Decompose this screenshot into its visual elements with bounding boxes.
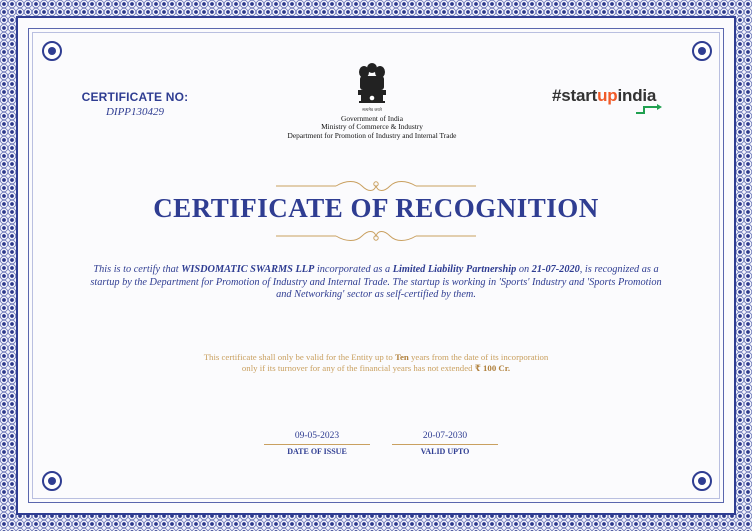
corner-ornament-icon: [42, 471, 62, 491]
date-of-issue-label: DATE OF ISSUE: [287, 447, 347, 456]
emblem-icon: [350, 60, 394, 114]
statement-text-3: on: [516, 264, 532, 275]
startup-arrow-icon: [634, 103, 664, 115]
govt-line-2: Ministry of Commerce & Industry: [321, 122, 423, 132]
brand-hash: #: [552, 86, 562, 105]
brand-india: india: [617, 86, 657, 105]
statement-text-1: This is to certify that: [93, 264, 182, 275]
brand-up: up: [597, 86, 618, 105]
date-of-issue-value: 09-05-2023: [294, 431, 340, 441]
corner-ornament-icon: [42, 41, 62, 61]
validity-years: Ten: [394, 352, 409, 362]
emblem-motto: सत्यमेव जयते: [362, 107, 382, 112]
valid-upto-value: 20-07-2030: [422, 431, 468, 441]
date-divider: [392, 444, 498, 445]
govt-line-1: Government of India: [341, 114, 403, 123]
certificate-title: CERTIFICATE OF RECOGNITION: [153, 193, 599, 223]
flourish-ornament-icon: [276, 179, 476, 193]
valid-upto-label: VALID UPTO: [420, 447, 470, 456]
statement-text-2: incorporated as a: [314, 264, 393, 275]
certificate-number-label: CERTIFICATE NO:: [81, 90, 189, 104]
certification-statement: [90, 264, 662, 302]
corner-ornament-icon: [692, 41, 712, 61]
corner-ornament-icon: [692, 471, 712, 491]
flourish-ornament-icon: [276, 229, 476, 243]
govt-line-3: Department for Promotion of Industry and Internal Trade: [287, 130, 457, 140]
issuing-authority: [250, 115, 494, 140]
validity-text-2: years from the date of its incorporation: [408, 352, 549, 362]
date-divider: [264, 444, 370, 445]
statement-text-4: , is recognized as a startup by the Department for Promotion of Industry and Internal Trade. The startup is working in 'Sports' Industry and 'Sports Promotion and Networking' sector as self-certified by them.: [90, 264, 662, 301]
brand-start: start: [561, 86, 598, 105]
validity-note: [150, 352, 602, 375]
valid-upto-block: [392, 431, 498, 456]
company-name: WISDOMATIC SWARMS LLP: [181, 264, 315, 275]
validity-text-3: only if its turnover for any of the financial years has not extended: [241, 363, 475, 374]
date-of-issue-block: [264, 431, 370, 456]
certificate-number-block: [60, 90, 210, 118]
validity-text-1: This certificate shall only be valid for the Entity up to: [203, 352, 395, 362]
turnover-limit: ₹ 100 Cr.: [474, 363, 511, 374]
certificate-number-value: DIPP130429: [105, 106, 165, 118]
incorporation-date: 21-07-2020: [531, 264, 580, 275]
entity-type: Limited Liability Partnership: [392, 264, 517, 275]
